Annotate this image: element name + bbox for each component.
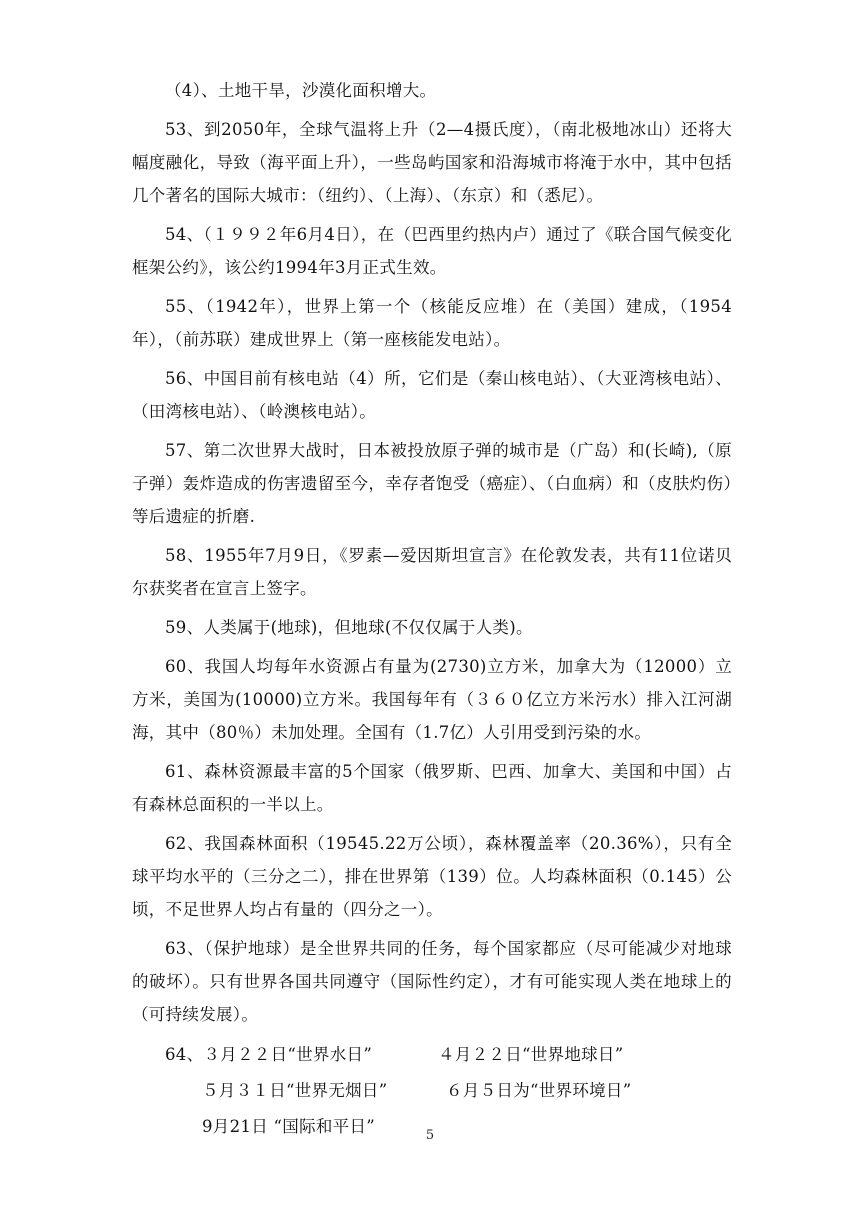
paragraph-55: 55、（1942年），世界上第一个（核能反应堆）在（美国）建成，（1954年），（前苏联）建成世界上（第一座核能发电站）。	[132, 297, 732, 349]
world-earth-day: ４月２２日“世界地球日”	[438, 1045, 624, 1064]
paragraph-56: 56、中国目前有核电站（4）所，它们是（秦山核电站）、（大亚湾核电站）、（田湾核电站）、（岭澳核电站）。	[132, 369, 732, 421]
international-peace-day: 9月21日 “国际和平日”	[202, 1117, 376, 1136]
paragraph-63: 63、（保护地球）是全世界共同的任务，每个国家都应（尽可能减少对地球的破坏）。只有世界各国共同遵守（国际性约定），才有可能实现人类在地球上的（可持续发展）。	[132, 939, 732, 1024]
world-water-day: 64、３月２２日“世界水日”	[165, 1045, 373, 1064]
world-no-tobacco-day: ５月３１日“世界无烟日”	[202, 1081, 388, 1100]
date-row	[132, 1037, 732, 1073]
document-body	[132, 74, 732, 1145]
paragraph-57: 57、第二次世界大战时，日本被投放原子弹的城市是（广岛）和(长崎),（原子弹）轰炸造成的伤害遗留至今，幸存者饱受（癌症）、（白血病）和（皮肤灼伤）等后遗症的折磨.	[132, 441, 732, 526]
paragraph-58: 58、1955年7月9日，《罗素—爱因斯坦宣言》在伦敦发表，共有11位诺贝尔获奖者在宣言上签字。	[132, 546, 732, 598]
world-environment-day: ６月５日为“世界环境日”	[446, 1081, 632, 1100]
date-row	[132, 1073, 732, 1109]
paragraph-60: 60、我国人均每年水资源占有量为(2730)立方米，加拿大为（12000）立方米，美国为(10000)立方米。我国每年有（３６０亿立方米污水）排入江河湖海，其中（80％）未加处理。全国有（1.7亿）人引用受到污染的水。	[132, 657, 732, 742]
paragraph-54: 54、（１９９２年6月4日），在（巴西里约热内卢）通过了《联合国气候变化框架公约》，该公约1994年3月正式生效。	[132, 225, 732, 277]
paragraph-59: 59、人类属于(地球)，但地球(不仅仅属于人类)。	[165, 618, 533, 637]
paragraph-61: 61、森林资源最丰富的5个国家（俄罗斯、巴西、加拿大、美国和中国）占有森林总面积的一半以上。	[132, 762, 732, 814]
paragraph-62: 62、我国森林面积（19545.22万公顷），森林覆盖率（20.36%），只有全球平均水平的（三分之二），排在世界第（139）位。人均森林面积（0.145）公顷，不足世界人均占有量的（四分之一）。	[132, 834, 732, 919]
paragraph-53: 53、到2050年，全球气温将上升（2—4摄氏度），（南北极地冰山）还将大幅度融化，导致（海平面上升），一些岛屿国家和沿海城市将淹于水中，其中包括几个著名的国际大城市：（纽约）、（上海）、（东京）和（悉尼）。	[132, 120, 732, 205]
page-number: 5	[425, 1128, 435, 1143]
paragraph-item-4: （4）、土地干旱，沙漠化面积增大。	[165, 81, 437, 100]
